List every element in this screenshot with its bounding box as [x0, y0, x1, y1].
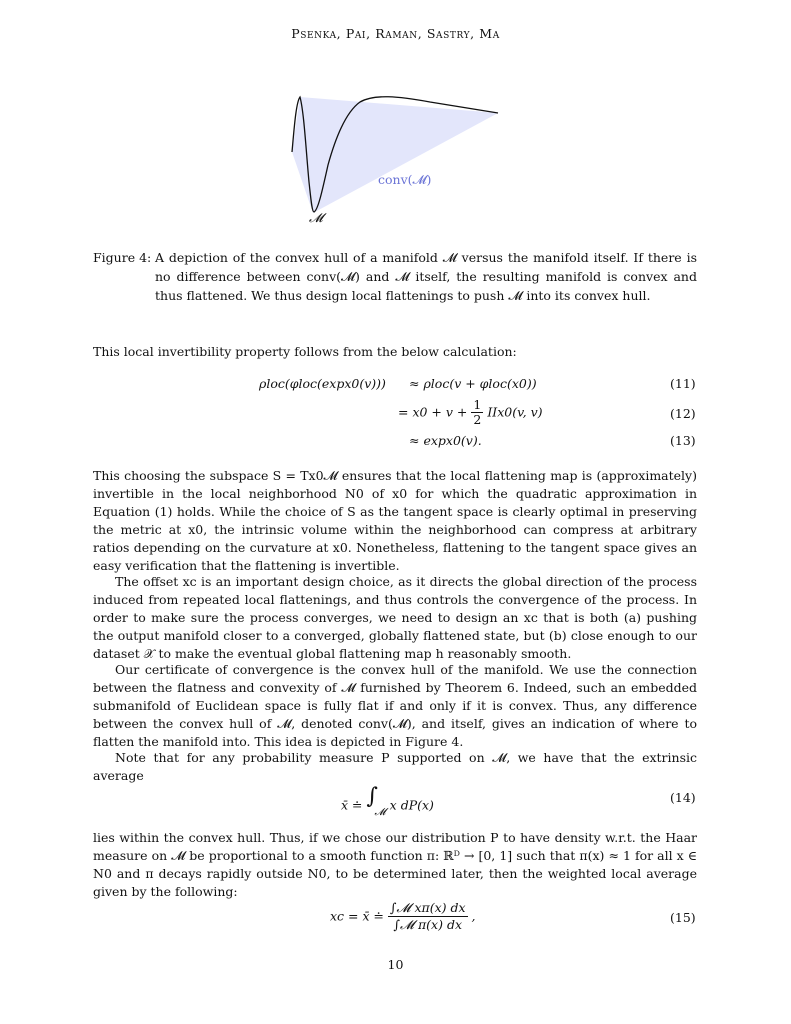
eq12-part-b: IIx0(v, v) — [487, 404, 543, 420]
eq12-part-a: = x0 + v + — [398, 404, 468, 420]
intro-text: This local invertibility property follows from the below calculation: — [93, 344, 517, 359]
eq12-fraction — [471, 398, 483, 427]
eq14-integral-sign: ∫ — [366, 784, 378, 809]
eq13-number: (13) — [670, 433, 696, 448]
eq11-number: (11) — [670, 376, 696, 391]
caption-label: Figure 4: — [93, 250, 152, 265]
paragraph-2: The offset xc is an important design choice, as it directs the global direction of the process induced from repeated local flattenings, and thus controls the convergence of the process. In order to make sure the process converges, we need to design an xc that is both (a) pushing the output manifold closer to a converged, globally flattened state, but (b) close enough to our dataset 𝒳 to make the eventual global flattening map h reasonably smooth. — [93, 574, 697, 661]
manifold-label: 𝓜 — [309, 210, 324, 225]
eq14-body: x dP(x) — [389, 797, 434, 813]
eq13-rhs: ≈ expx0(v). — [409, 433, 482, 448]
hull-label: conv(𝓜) — [378, 172, 432, 187]
eq14-number: (14) — [670, 790, 696, 805]
eq12-number: (12) — [670, 406, 696, 421]
paragraph-4: Note that for any probability measure P supported on 𝓜, we have that the extrinsic average — [93, 750, 697, 783]
eq11-rhs: ≈ ρloc(v + φloc(x0)) — [409, 376, 537, 391]
eq12-frac-num: 1 — [473, 397, 482, 412]
eq14-lhs: x̄ ≐ — [341, 797, 363, 813]
eq12-frac-den: 2 — [473, 412, 482, 427]
convex-hull-region — [292, 97, 498, 213]
paragraph-5: lies within the convex hull. Thus, if we chose our distribution P to have density w.r.t. the Haar measure on 𝓜 be proportional to a smooth function π: ℝᴰ → [0, 1] such that π(x) ≈ 1 for all x ∈ N0 and π decays rapidly outside N0, to be determined later, then the weighted local average given by the following: — [93, 830, 697, 899]
eq15-tail: , — [471, 908, 476, 924]
paragraph-3: Our certificate of convergence is the convex hull of the manifold. We use the connection between the flatness and convexity of 𝓜 furnished by Theorem 6. Indeed, such an embedded submanifold of Euclidean space is fully flat if and only if it is convex. Thus, any difference between the convex hull of 𝓜, denoted conv(𝓜), and itself, gives an indication of where to flatten the manifold into. This idea is depicted in Figure 4. — [93, 662, 697, 749]
figure-caption — [93, 248, 697, 305]
eq15-den: ∫𝓜 π(x) dx — [393, 917, 463, 932]
eq15-num: ∫𝓜 xπ(x) dx — [389, 900, 466, 915]
eq14-integral — [366, 784, 386, 820]
eq14 — [341, 784, 434, 820]
paragraph-1: This choosing the subspace S = Tx0𝓜 ensures that the local flattening map is (approximately) invertible in the local neighborhood N0 of x0 for which the quadratic approximation in Equation (1) holds. While the choice of S as the tangent space is clearly optimal in preserving the metric at x0, the intrinsic volume within the neighborhood can compress at arbitrary ratios depending on the curvature at x0. Nonetheless, flattening to the tangent space gives an easy verification that the flattening is invertible. — [93, 468, 697, 573]
eq15 — [330, 900, 476, 933]
running-header: Psenka, Pai, Raman, Sastry, Ma — [291, 26, 500, 41]
eq14-integral-sub: 𝓜 — [374, 807, 386, 818]
eq11-lhs: ρloc(φloc(expx0(v))) — [259, 376, 386, 391]
page-number: 10 — [387, 957, 404, 972]
caption-text: A depiction of the convex hull of a manifold 𝓜 versus the manifold itself. If there is no difference between conv(𝓜) and 𝓜 itself, the resulting manifold is convex and thus flattened. We thus design local flattenings to push 𝓜 into its convex hull. — [155, 250, 697, 303]
eq12 — [398, 398, 543, 427]
eq15-fraction — [388, 900, 468, 933]
eq15-lhs: xc = x̄ ≐ — [330, 908, 384, 924]
figure-convex-hull — [0, 0, 791, 240]
eq15-number: (15) — [670, 910, 696, 925]
